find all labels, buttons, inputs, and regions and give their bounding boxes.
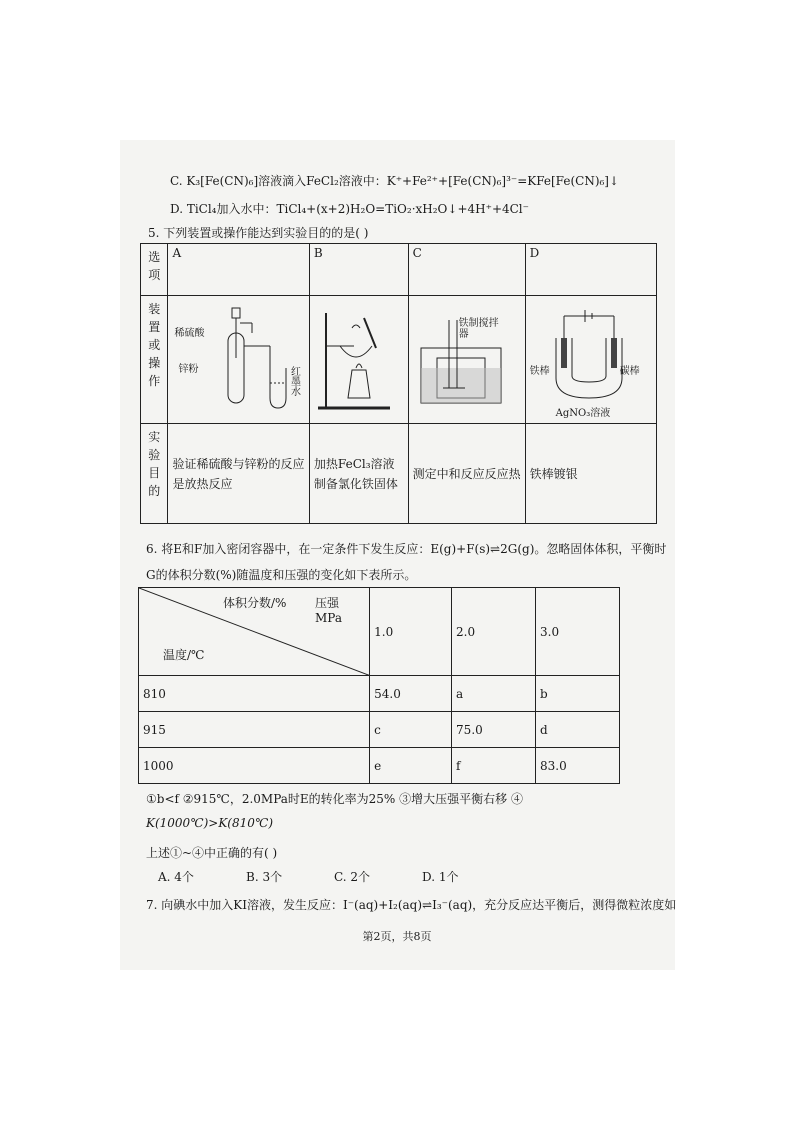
label-red-ink: 红墨水 — [288, 366, 300, 396]
choice-d: D. 1个 — [422, 870, 459, 884]
pressure-2: 2.0 — [452, 588, 536, 676]
question-6-ask: 上述①~④中正确的有( ) — [146, 846, 278, 860]
temp-row-3: 1000 — [139, 748, 370, 784]
question-7-stem: 7. 向碘水中加入KI溶液，发生反应：I⁻(aq)+I₂(aq)⇌I₃⁻(aq)，充分反应达平衡后，测得微粒浓度如 — [146, 898, 677, 912]
choice-b: B. 3个 — [246, 870, 283, 884]
label-agno3-solution: AgNO₃溶液 — [555, 408, 611, 419]
cell-1-1: 54.0 — [370, 676, 452, 712]
col-c-key: C — [408, 244, 525, 296]
row-label-apparatus: 装 置 或 操 作 — [141, 296, 168, 424]
temp-row-2: 915 — [139, 712, 370, 748]
option-d-text: D. TiCl₄加入水中：TiCl₄+(x+2)H₂O=TiO₂·xH₂O↓+4H⁺+4Cl⁻ — [170, 202, 529, 216]
question-6-statements-1: ①b<f ②915℃，2.0MPa时E的转化率为25% ③增大压强平衡右移 ④ — [146, 792, 523, 806]
question-6-stem-2: G的体积分数(%)随温度和压强的变化如下表所示。 — [146, 568, 417, 582]
choice-a: A. 4个 — [158, 870, 194, 884]
purpose-c: 测定中和反应反应热 — [408, 424, 525, 524]
cell-3-2: f — [452, 748, 536, 784]
cell-2-2: 75.0 — [452, 712, 536, 748]
question-5-table — [140, 243, 657, 524]
question-6-stem-1: 6. 将E和F加入密闭容器中，在一定条件下发生反应：E(g)+F(s)⇌2G(g)。忽略固体体积，平衡时 — [146, 542, 667, 556]
cell-3-3: 83.0 — [536, 748, 620, 784]
purpose-d: 铁棒镀银 — [525, 424, 656, 524]
apparatus-c-cell — [408, 296, 525, 424]
question-6-table — [138, 587, 620, 784]
row-label-purpose: 实 验 目 的 — [141, 424, 168, 524]
apparatus-d-diagram — [530, 298, 644, 418]
choice-c: C. 2个 — [334, 870, 371, 884]
apparatus-c-diagram — [413, 298, 513, 418]
label-dilute-h2so4: 稀硫酸 — [174, 328, 205, 339]
cell-3-1: e — [370, 748, 452, 784]
col-a-key: A — [168, 244, 309, 296]
temp-row-1: 810 — [139, 676, 370, 712]
apparatus-b-diagram — [314, 298, 398, 418]
label-zinc-powder: 锌粉 — [178, 364, 199, 375]
apparatus-a-cell — [168, 296, 309, 424]
label-iron-stirrer: 铁制搅拌器 — [458, 318, 499, 340]
purpose-b: 加热FeCl₃溶液制备氯化铁固体 — [309, 424, 408, 524]
apparatus-a-diagram — [172, 298, 302, 418]
apparatus-d-cell — [525, 296, 656, 424]
col-b-key: B — [309, 244, 408, 296]
table6-diagonal-header — [139, 588, 370, 676]
label-carbon-rod: 碳棒 — [619, 366, 640, 377]
option-c-text: C. K₃[Fe(CN)₆]溶液滴入FeCl₂溶液中：K⁺+Fe²⁺+[Fe(CN)₆]³⁻=KFe[Fe(CN)₆]↓ — [170, 174, 620, 188]
col-d-key: D — [525, 244, 656, 296]
cell-1-3: b — [536, 676, 620, 712]
row-label-option: 选 项 — [141, 244, 168, 296]
cell-2-3: d — [536, 712, 620, 748]
label-iron-rod: 铁棒 — [529, 366, 550, 377]
cell-2-1: c — [370, 712, 452, 748]
question-5-stem: 5. 下列装置或操作能达到实验目的的是( ) — [148, 226, 369, 240]
apparatus-b-cell — [309, 296, 408, 424]
header-volume-fraction: 体积分数/% — [223, 596, 287, 610]
purpose-a: 验证稀硫酸与锌粉的反应是放热反应 — [168, 424, 309, 524]
header-temperature: 温度/℃ — [163, 648, 205, 662]
header-pressure: 压强 MPa — [315, 596, 342, 625]
cell-1-2: a — [452, 676, 536, 712]
page-footer: 第2页，共8页 — [362, 930, 432, 943]
question-6-statements-2: K(1000℃)>K(810℃) — [146, 816, 274, 830]
pressure-1: 1.0 — [370, 588, 452, 676]
pressure-3: 3.0 — [536, 588, 620, 676]
